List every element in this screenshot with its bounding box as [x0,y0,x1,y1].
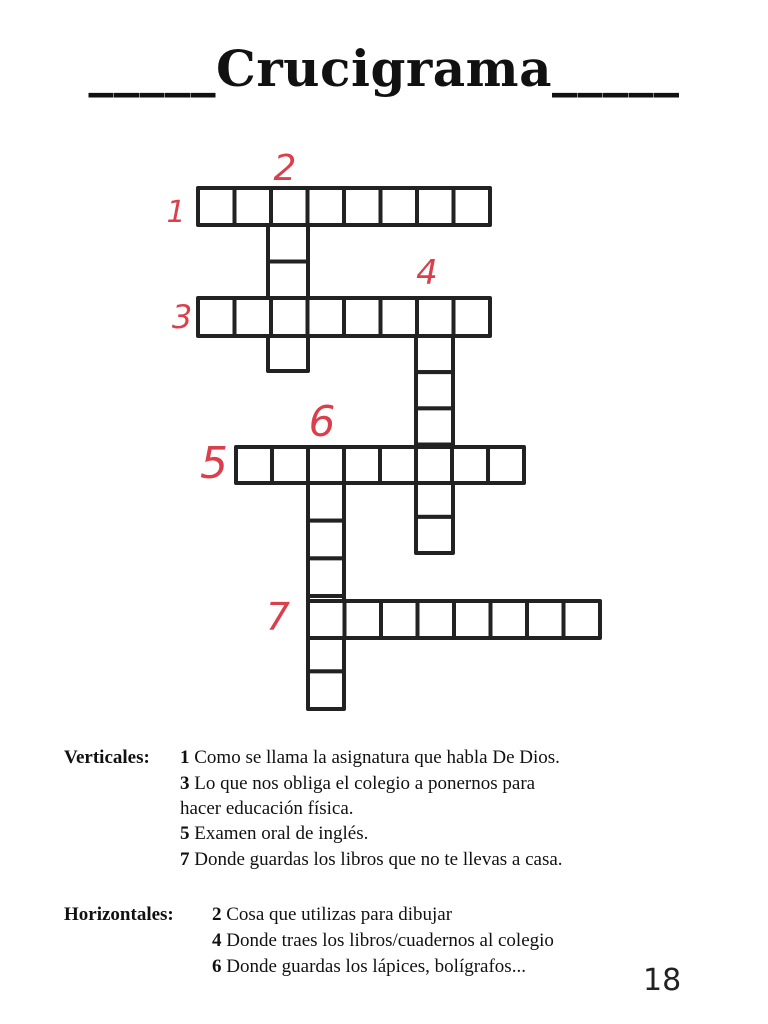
crossword-cell[interactable] [308,558,344,596]
clue-number-1: 1 [166,195,186,230]
word-4-down [416,336,453,553]
crossword-cell[interactable] [271,298,308,336]
crossword-cell[interactable] [344,447,380,483]
crossword-cell[interactable] [308,671,344,709]
crossword-cell[interactable] [345,601,382,638]
clue-h-4: 4 Donde traes los libros/cuadernos al colegio [212,930,554,951]
crossword-cell[interactable] [268,262,308,299]
verticales-heading: Verticales: [64,747,150,768]
clue-number-6: 6 [308,397,336,446]
clue-v-3: 3 Lo que nos obliga el colegio a ponernos para [180,773,536,794]
crossword-cell[interactable] [235,188,272,225]
crossword-cell[interactable] [416,481,453,517]
crossword-cell[interactable] [236,447,272,483]
page-number: 18 [643,963,682,998]
crossword-cell[interactable] [308,521,344,559]
clue-v-1: 1 Como se llama la asignatura que habla De Dios. [180,747,560,768]
crossword-cell[interactable] [564,601,601,638]
clue-number-3: 3 [171,298,193,336]
crossword-cell[interactable] [417,188,454,225]
crossword-cell[interactable] [416,447,452,483]
crossword-cell[interactable] [198,188,235,225]
crossword-cell[interactable] [381,188,418,225]
crossword-cell[interactable] [308,447,344,483]
word-6-down [308,483,344,709]
crossword-cell[interactable] [380,447,416,483]
word-7-across [308,601,600,638]
clue-v-7: 7 Donde guardas los libros que no te llevas a casa. [180,849,563,870]
crossword-cell[interactable] [308,298,345,336]
crossword-cell[interactable] [308,483,344,521]
clue-v-3-cont: hacer educación física. [180,798,354,819]
crossword-cell[interactable] [454,601,491,638]
crossword-cell[interactable] [488,447,524,483]
crossword-cell[interactable] [268,225,308,262]
crossword-cell[interactable] [527,601,564,638]
crossword-cell[interactable] [491,601,528,638]
page-title: _____Crucigrama_____ [88,39,680,98]
clue-v-5: 5 Examen oral de inglés. [180,823,369,844]
crossword-cell[interactable] [308,601,345,638]
word-1-across [198,188,490,225]
crossword-cell[interactable] [416,372,453,408]
word-3-across [198,298,490,336]
crossword-cell[interactable] [416,408,453,444]
clue-number-4: 4 [416,253,438,293]
crossword-cell[interactable] [454,298,491,336]
crossword-cell[interactable] [416,517,453,553]
clue-h-6: 6 Donde guardas los lápices, bolígrafos... [212,956,526,977]
crossword-cell[interactable] [198,298,235,336]
crossword-cell[interactable] [381,601,418,638]
clue-number-2: 2 [273,148,297,189]
crossword-cell[interactable] [454,188,491,225]
crossword-cell[interactable] [272,447,308,483]
crossword-cell[interactable] [381,298,418,336]
crossword-cell[interactable] [344,188,381,225]
crossword-cell[interactable] [235,298,272,336]
clue-h-2: 2 Cosa que utilizas para dibujar [212,904,453,925]
crossword-cell[interactable] [344,298,381,336]
crossword-cell[interactable] [417,298,454,336]
crossword-cell[interactable] [271,188,308,225]
crossword-cell[interactable] [418,601,455,638]
crossword-cell[interactable] [452,447,488,483]
horizontales-heading: Horizontales: [64,904,174,925]
crossword-cell[interactable] [268,335,308,372]
word-5-across [236,447,524,483]
crossword-cell[interactable] [416,336,453,372]
clue-number-7: 7 [265,595,291,639]
clue-number-5: 5 [200,438,228,489]
crossword-cell[interactable] [308,188,345,225]
